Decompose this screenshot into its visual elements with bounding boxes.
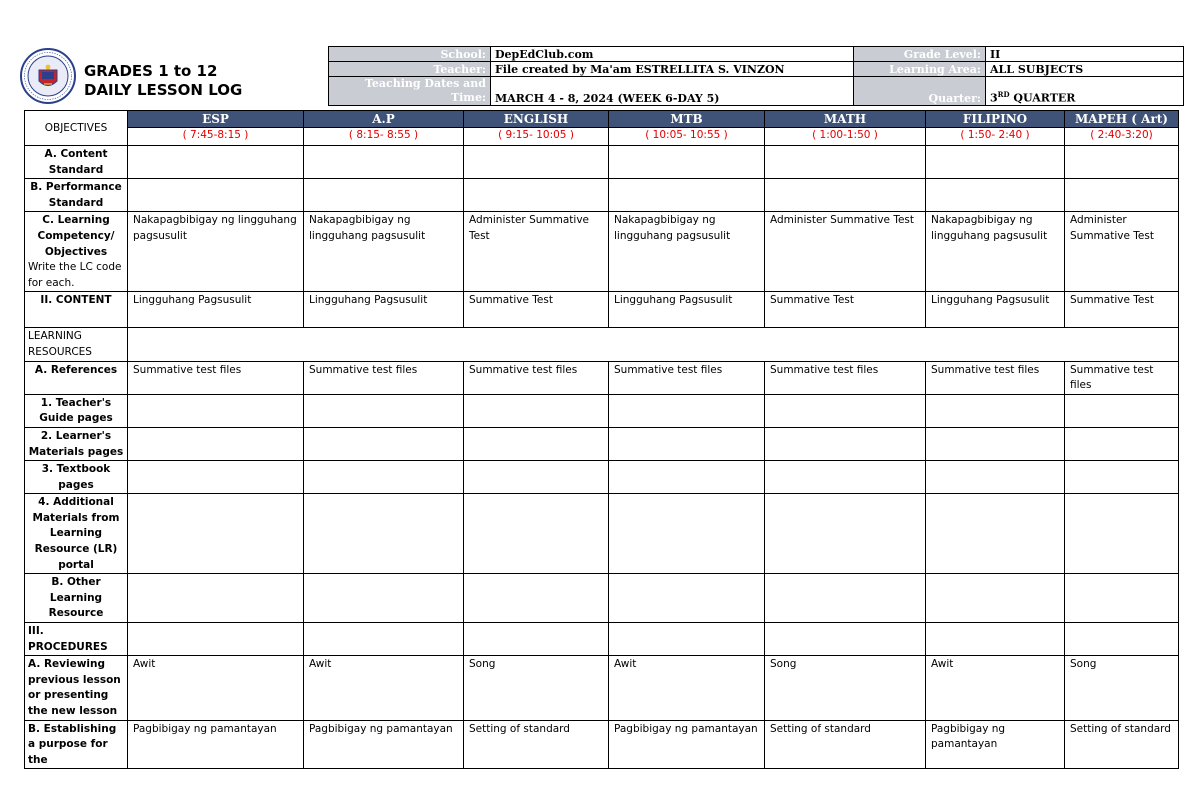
cell xyxy=(128,179,304,212)
content-cell-esp: Lingguhang Pagsusulit xyxy=(128,292,304,328)
lc-code-note: Write the LC code for each. xyxy=(28,261,122,289)
cell xyxy=(304,574,464,623)
cell xyxy=(765,146,926,179)
row-additional-materials xyxy=(25,494,1179,574)
teaching-dates-label: Teaching Dates and Time: xyxy=(329,77,491,106)
cell xyxy=(1065,427,1179,460)
learning-area-label: Learning Area: xyxy=(854,62,986,77)
cell xyxy=(464,494,609,574)
page-title xyxy=(84,62,242,100)
cell xyxy=(609,146,765,179)
establishing-cell-math: Setting of standard xyxy=(765,720,926,769)
competency-cell-math: Administer Summative Test xyxy=(765,212,926,292)
establishing-cell-english: Setting of standard xyxy=(464,720,609,769)
row-performance-standard xyxy=(25,179,1179,212)
subject-time-ap: ( 8:15- 8:55 ) xyxy=(304,128,464,146)
subject-header-mapeh: MAPEH ( Art) xyxy=(1065,111,1179,128)
subject-header-english: ENGLISH xyxy=(464,111,609,128)
cell xyxy=(464,179,609,212)
row-label-learners-materials: 2. Learner's Materials pages xyxy=(25,427,128,460)
establishing-cell-mapeh: Setting of standard xyxy=(1065,720,1179,769)
cell xyxy=(926,427,1065,460)
quarter-superscript: RD xyxy=(997,90,1010,100)
cell xyxy=(765,461,926,494)
establishing-cell-esp: Pagbibigay ng pamantayan xyxy=(128,720,304,769)
title-line-2: DAILY LESSON LOG xyxy=(84,81,243,99)
cell xyxy=(1065,494,1179,574)
establishing-cell-mtb: Pagbibigay ng pamantayan xyxy=(609,720,765,769)
reviewing-cell-english: Song xyxy=(464,656,609,720)
reviewing-cell-esp: Awit xyxy=(128,656,304,720)
cell xyxy=(765,494,926,574)
subject-time-esp: ( 7:45-8:15 ) xyxy=(128,128,304,146)
row-content xyxy=(25,292,1179,328)
row-label-content-standard: A. Content Standard xyxy=(25,146,128,179)
row-learning-resources xyxy=(25,328,1179,361)
cell xyxy=(128,623,304,656)
reviewing-cell-ap: Awit xyxy=(304,656,464,720)
cell xyxy=(1065,394,1179,427)
teacher-value: File created by Ma'am ESTRELLITA S. VINZON xyxy=(491,62,854,77)
cell xyxy=(926,623,1065,656)
quarter-label: Quarter: xyxy=(854,77,986,106)
cell xyxy=(609,494,765,574)
teacher-label: Teacher: xyxy=(329,62,491,77)
cell xyxy=(464,146,609,179)
references-cell-ap: Summative test files xyxy=(304,361,464,394)
title-line-1: GRADES 1 to 12 xyxy=(84,62,218,80)
grade-level-value: II xyxy=(986,47,1184,62)
references-cell-math: Summative test files xyxy=(765,361,926,394)
reviewing-cell-math: Song xyxy=(765,656,926,720)
cell xyxy=(765,574,926,623)
competency-cell-english: Administer Summative Test xyxy=(464,212,609,292)
cell xyxy=(464,394,609,427)
subject-time-math: ( 1:00-1:50 ) xyxy=(765,128,926,146)
subject-header-ap: A.P xyxy=(304,111,464,128)
row-label-procedures: III. PROCEDURES xyxy=(25,623,128,656)
learning-area-value: ALL SUBJECTS xyxy=(986,62,1184,77)
cell xyxy=(609,427,765,460)
reviewing-cell-filipino: Awit xyxy=(926,656,1065,720)
cell xyxy=(926,461,1065,494)
references-cell-mapeh: Summative test files xyxy=(1065,361,1179,394)
cell xyxy=(304,461,464,494)
subject-header-filipino: FILIPINO xyxy=(926,111,1065,128)
cell xyxy=(128,494,304,574)
subject-time-mtb: ( 10:05- 10:55 ) xyxy=(609,128,765,146)
row-teachers-guide xyxy=(25,394,1179,427)
subject-time-filipino: ( 1:50- 2:40 ) xyxy=(926,128,1065,146)
row-label-establishing: B. Establishing a purpose for the xyxy=(25,720,128,769)
row-label-performance-standard: B. Performance Standard xyxy=(25,179,128,212)
cell xyxy=(464,461,609,494)
subject-time-english: ( 9:15- 10:05 ) xyxy=(464,128,609,146)
row-label-learning-competency xyxy=(25,212,128,292)
row-label-textbook: 3. Textbook pages xyxy=(25,461,128,494)
subject-header-esp: ESP xyxy=(128,111,304,128)
competency-cell-filipino: Nakapagbibigay ng lingguhang pagsusulit xyxy=(926,212,1065,292)
cell xyxy=(464,623,609,656)
cell xyxy=(128,574,304,623)
row-label-teachers-guide: 1. Teacher's Guide pages xyxy=(25,394,128,427)
row-label-learning-resources: LEARNING RESOURCES xyxy=(25,328,128,361)
cell xyxy=(464,574,609,623)
deped-seal-icon xyxy=(20,48,76,104)
quarter-value xyxy=(986,77,1184,106)
content-cell-mapeh: Summative Test xyxy=(1065,292,1179,328)
cell xyxy=(1065,179,1179,212)
cell xyxy=(926,146,1065,179)
cell xyxy=(128,394,304,427)
row-textbook xyxy=(25,461,1179,494)
row-establishing xyxy=(25,720,1179,769)
cell xyxy=(609,623,765,656)
cell xyxy=(609,574,765,623)
cell xyxy=(609,461,765,494)
cell xyxy=(304,146,464,179)
cell xyxy=(765,623,926,656)
cell xyxy=(765,427,926,460)
cell xyxy=(926,179,1065,212)
quarter-number: 3 xyxy=(990,92,998,105)
cell xyxy=(304,494,464,574)
school-value: DepEdClub.com xyxy=(491,47,854,62)
cell xyxy=(304,623,464,656)
row-reviewing xyxy=(25,656,1179,720)
subject-time-mapeh: ( 2:40-3:20) xyxy=(1065,128,1179,146)
row-label-content: II. CONTENT xyxy=(25,292,128,328)
subject-header-mtb: MTB xyxy=(609,111,765,128)
row-label-reviewing: A. Reviewing previous lesson or presenting the new lesson xyxy=(25,656,128,720)
establishing-cell-ap: Pagbibigay ng pamantayan xyxy=(304,720,464,769)
cell xyxy=(765,179,926,212)
teaching-dates-value: MARCH 4 - 8, 2024 (WEEK 6-DAY 5) xyxy=(491,77,854,106)
cell xyxy=(926,494,1065,574)
cell xyxy=(304,179,464,212)
row-label-other-resource: B. Other Learning Resource xyxy=(25,574,128,623)
content-cell-ap: Lingguhang Pagsusulit xyxy=(304,292,464,328)
competency-cell-mapeh: Administer Summative Test xyxy=(1065,212,1179,292)
row-label-additional-materials: 4. Additional Materials from Learning Resource (LR) portal xyxy=(25,494,128,574)
lesson-grid xyxy=(24,110,1179,769)
content-cell-mtb: Lingguhang Pagsusulit xyxy=(609,292,765,328)
content-cell-filipino: Lingguhang Pagsusulit xyxy=(926,292,1065,328)
cell xyxy=(304,427,464,460)
row-label-references: A. References xyxy=(25,361,128,394)
learning-resources-span-cell xyxy=(128,328,1179,361)
cell xyxy=(304,394,464,427)
row-content-standard xyxy=(25,146,1179,179)
cell xyxy=(128,461,304,494)
competency-cell-ap: Nakapagbibigay ng lingguhang pagsusulit xyxy=(304,212,464,292)
cell xyxy=(128,146,304,179)
cell xyxy=(128,427,304,460)
cell xyxy=(1065,461,1179,494)
row-references xyxy=(25,361,1179,394)
cell xyxy=(765,394,926,427)
cell xyxy=(926,574,1065,623)
row-learners-materials xyxy=(25,427,1179,460)
cell xyxy=(1065,623,1179,656)
cell xyxy=(464,427,609,460)
content-cell-english: Summative Test xyxy=(464,292,609,328)
competency-cell-esp: Nakapagbibigay ng lingguhang pagsusulit xyxy=(128,212,304,292)
row-procedures xyxy=(25,623,1179,656)
content-cell-math: Summative Test xyxy=(765,292,926,328)
objectives-header: OBJECTIVES xyxy=(25,111,128,146)
cell xyxy=(1065,574,1179,623)
competency-cell-mtb: Nakapagbibigay ng lingguhang pagsusulit xyxy=(609,212,765,292)
reviewing-cell-mtb: Awit xyxy=(609,656,765,720)
cell xyxy=(609,394,765,427)
quarter-word: QUARTER xyxy=(1013,92,1076,105)
row-other-resource xyxy=(25,574,1179,623)
school-label: School: xyxy=(329,47,491,62)
cell xyxy=(609,179,765,212)
references-cell-mtb: Summative test files xyxy=(609,361,765,394)
references-cell-filipino: Summative test files xyxy=(926,361,1065,394)
header-info-table xyxy=(328,46,1184,106)
grade-level-label: Grade Level: xyxy=(854,47,986,62)
establishing-cell-filipino: Pagbibigay ng pamantayan xyxy=(926,720,1065,769)
references-cell-esp: Summative test files xyxy=(128,361,304,394)
row-learning-competency xyxy=(25,212,1179,292)
reviewing-cell-mapeh: Song xyxy=(1065,656,1179,720)
references-cell-english: Summative test files xyxy=(464,361,609,394)
cell xyxy=(1065,146,1179,179)
cell xyxy=(926,394,1065,427)
learning-competency-label: C. Learning Competency/ Objectives xyxy=(37,214,115,258)
subject-header-math: MATH xyxy=(765,111,926,128)
